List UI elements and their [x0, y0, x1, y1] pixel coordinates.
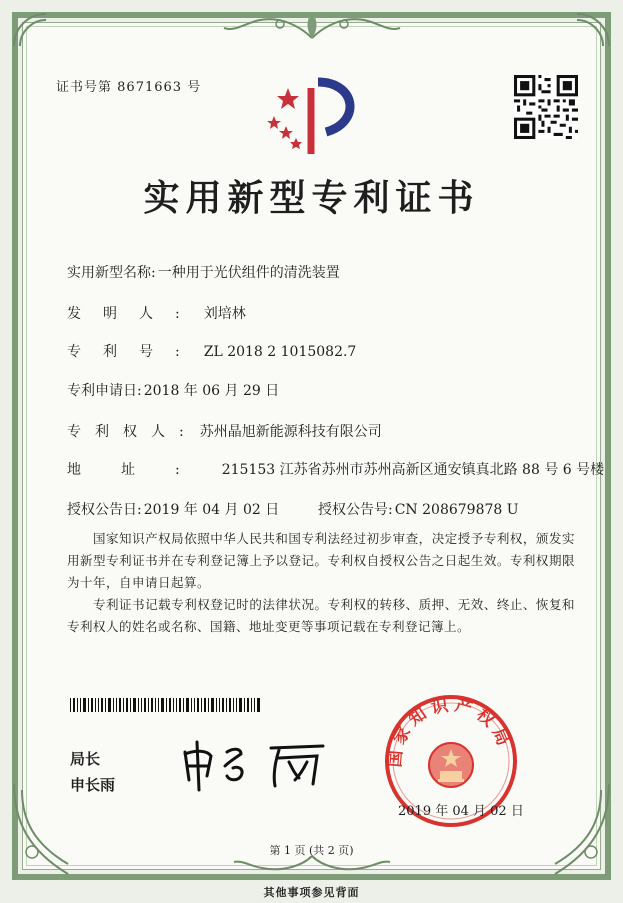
filing-date-label: 专利申请日: [67, 383, 142, 399]
director-name: 申长雨 [70, 777, 116, 794]
field-patent-number [67, 341, 356, 361]
grant-number-value: CN 208679878 U [394, 502, 519, 518]
certificate-number-suffix: 号 [187, 80, 202, 95]
certificate-number-value: 8671663 [117, 80, 183, 95]
seal-text: 国家知识产权局 [385, 695, 515, 769]
grant-date-value: 2019 年 04 月 02 日 [143, 502, 280, 518]
certificate-title: 实用新型专利证书 [143, 177, 480, 219]
page-indicator: 第 1 页 (共 2 页) [269, 844, 354, 857]
corner-ornament-tr [573, 10, 613, 50]
field-patentee [67, 421, 382, 441]
corner-ornament-tl [10, 10, 50, 50]
footer-note: 其他事项参见背面 [263, 886, 360, 899]
certificate-number [56, 76, 201, 95]
director-title: 局长 [70, 751, 101, 768]
address-value: 215153 江苏省苏州市苏州高新区通安镇真北路 88 号 6 号楼 [221, 462, 605, 478]
legal-paragraph-2: 专利证书记载专利权登记时的法律状况。专利权的转移、质押、无效、终止、恢复和专利权人的姓名或名称、国籍、地址变更等事项记载在专利登记簿上。 [67, 597, 575, 634]
field-address [67, 459, 604, 479]
patentee-value: 苏州晶旭新能源科技有限公司 [199, 424, 382, 440]
patent-number-value: ZL 2018 2 1015082.7 [203, 344, 357, 360]
address-label: 地址: [67, 462, 220, 478]
handwritten-signature [175, 736, 335, 792]
field-inventor [67, 303, 246, 323]
field-filing-date [67, 380, 279, 400]
patent-number-label: 专利号: [67, 344, 202, 360]
field-utility-model-name [67, 262, 340, 282]
top-ornament [220, 8, 404, 42]
corner-ornament-br [545, 780, 615, 880]
utility-model-name-value: 一种用于光伏组件的清洗装置 [157, 265, 340, 281]
issue-date: 2019 年 04 月 02 日 [398, 804, 524, 819]
utility-model-name-label: 实用新型名称: [67, 265, 156, 281]
legal-paragraph-1: 国家知识产权局依照中华人民共和国专利法经过初步审查，决定授予专利权，颁发实用新型专利证书并在专利登记簿上予以登记。专利权自授权公告之日起生效。专利权期限为十年，自申请日起算。 [67, 531, 575, 590]
field-grant-number [318, 499, 519, 519]
inventor-label: 发明人: [67, 306, 202, 322]
patentee-label: 专利权人: [67, 424, 198, 440]
grant-date-label: 授权公告日: [67, 502, 142, 518]
barcode [70, 698, 260, 712]
filing-date-value: 2018 年 06 月 29 日 [143, 383, 280, 399]
corner-ornament-bl [8, 780, 78, 880]
inventor-value: 刘培林 [203, 306, 246, 322]
certificate-number-label: 证书号第 [56, 80, 113, 95]
grant-number-label: 授权公告号: [318, 502, 393, 518]
qr-code [514, 75, 578, 139]
field-grant-date [67, 499, 279, 519]
cnipa-logo [266, 68, 366, 158]
